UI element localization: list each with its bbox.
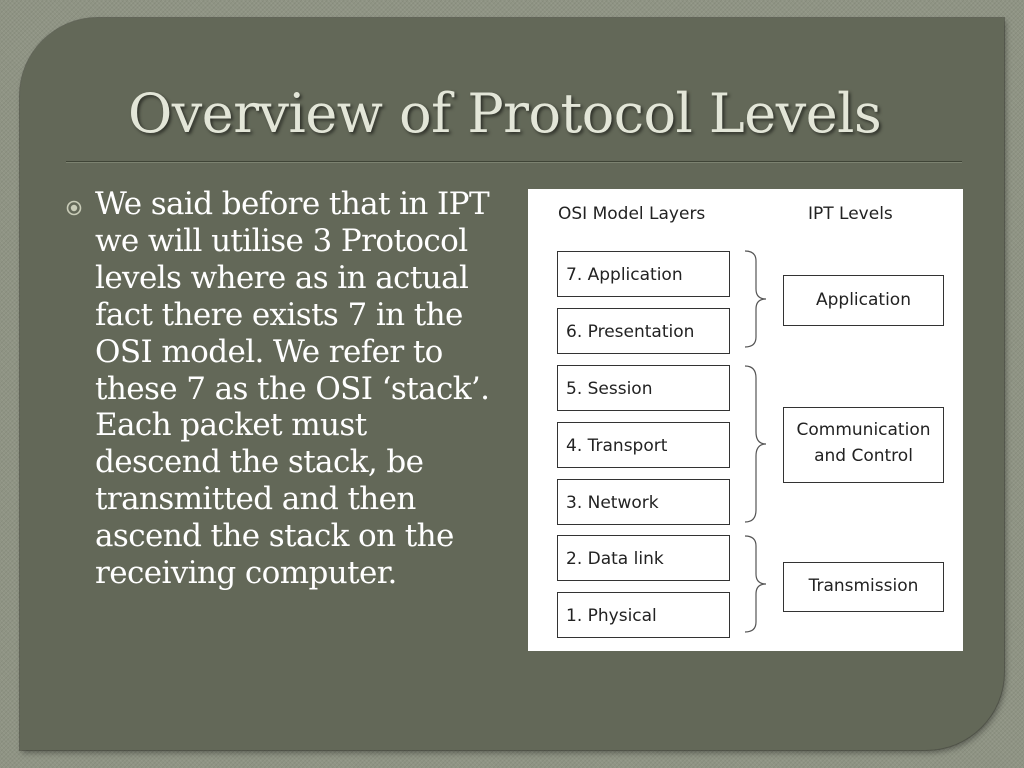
osi-layer-label: 7. Application xyxy=(566,265,683,285)
ipt-level xyxy=(784,276,944,326)
osi-layer xyxy=(558,423,730,468)
osi-layer xyxy=(558,480,730,525)
osi-layer-label: 5. Session xyxy=(566,379,653,399)
osi-layer-label: 6. Presentation xyxy=(566,322,695,342)
ipt-header: IPT Levels xyxy=(808,204,893,224)
brace-transmission xyxy=(745,536,766,632)
osi-layer xyxy=(558,309,730,354)
osi-layer-label: 2. Data link xyxy=(566,549,664,569)
osi-layer xyxy=(558,593,730,638)
osi-layer-label: 3. Network xyxy=(566,493,659,513)
ipt-level-label-line2: and Control xyxy=(814,446,913,466)
brace-communication xyxy=(745,366,766,522)
ipt-level-label-line1: Communication xyxy=(796,420,931,440)
ipt-level xyxy=(784,563,944,612)
ipt-level xyxy=(784,408,944,483)
osi-layer xyxy=(558,366,730,411)
bullet-text: We said before that in IPT we will utilise 3 Protocol levels where as in actual fact there exists 7 in the OSI model. We refer to these 7 as the OSI ‘stack’. Each packet must descend the stack, be transmitted and then ascend the stack on the receiving computer. xyxy=(95,186,490,592)
osi-layer-label: 4. Transport xyxy=(566,436,668,456)
osi-layer xyxy=(558,536,730,581)
title-divider xyxy=(66,161,962,163)
circled-dot-icon xyxy=(66,200,82,216)
osi-ipt-diagram xyxy=(528,189,963,651)
osi-header: OSI Model Layers xyxy=(558,204,706,224)
ipt-level-label: Application xyxy=(816,290,911,310)
ipt-level-label: Transmission xyxy=(808,576,919,596)
osi-layer-label: 1. Physical xyxy=(566,606,657,626)
slide-title: Overview of Protocol Levels xyxy=(128,82,882,145)
ipt-level-box xyxy=(784,408,944,483)
brace-application xyxy=(745,251,766,347)
osi-layer xyxy=(558,252,730,297)
osi-layer-list xyxy=(558,252,730,638)
